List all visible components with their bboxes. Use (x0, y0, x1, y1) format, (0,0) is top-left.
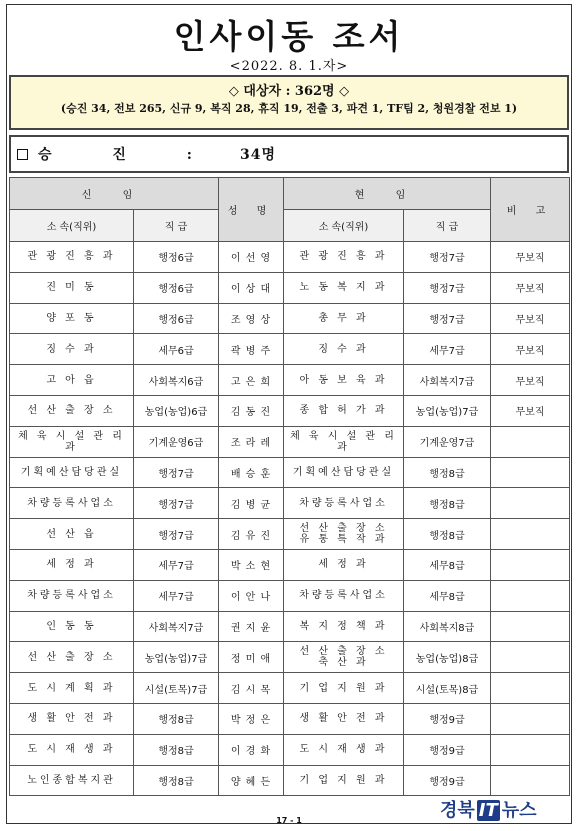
header-new-org: 소 속(직위) (10, 210, 134, 242)
note-cell (491, 519, 570, 550)
table-row (10, 580, 570, 611)
cur-org-cell: 총 무 과 (284, 303, 404, 334)
new-org-cell: 노인종합복지관 (10, 765, 134, 796)
new-grade-cell: 시설(토목)7급 (134, 673, 219, 704)
header-note: 비 고 (491, 178, 570, 242)
table-row (10, 303, 570, 334)
table-row (10, 242, 570, 273)
name-cell: 조 영 상 (219, 303, 284, 334)
new-org-cell: 기획예산담당관실 (10, 457, 134, 488)
cur-org-cell: 세 정 과 (284, 549, 404, 580)
cur-grade-cell: 세무7급 (404, 334, 491, 365)
logo-mid: IT (478, 800, 498, 821)
cur-grade-cell: 행정7급 (404, 272, 491, 303)
cur-org-cell: 차량등록사업소 (284, 580, 404, 611)
cur-org-cell: 도 시 재 생 과 (284, 734, 404, 765)
cur-grade-cell: 농업(농업)7급 (404, 395, 491, 426)
note-cell: 무보직 (491, 365, 570, 396)
new-grade-cell: 행정8급 (134, 734, 219, 765)
new-org-cell: 차량등록사업소 (10, 580, 134, 611)
cur-grade-cell: 사회복지7급 (404, 365, 491, 396)
new-grade-cell: 행정8급 (134, 703, 219, 734)
new-org-cell: 양 포 동 (10, 303, 134, 334)
cur-grade-cell: 농업(농업)8급 (404, 642, 491, 673)
note-cell: 무보직 (491, 303, 570, 334)
new-org-cell: 징 수 과 (10, 334, 134, 365)
new-grade-cell: 농업(농업)7급 (134, 642, 219, 673)
table-row (10, 365, 570, 396)
new-grade-cell: 행정8급 (134, 765, 219, 796)
new-grade-cell: 사회복지7급 (134, 611, 219, 642)
name-cell: 배 승 훈 (219, 457, 284, 488)
cur-grade-cell: 행정9급 (404, 734, 491, 765)
cur-org-cell: 기획예산담당관실 (284, 457, 404, 488)
table-row (10, 765, 570, 796)
table-row (10, 673, 570, 704)
table-row (10, 703, 570, 734)
table-row (10, 549, 570, 580)
cur-grade-cell: 시설(토목)8급 (404, 673, 491, 704)
cur-grade-cell: 기계운영7급 (404, 426, 491, 457)
table-row (10, 334, 570, 365)
header-cur-grade: 직 급 (404, 210, 491, 242)
cur-org-cell: 기 업 지 원 과 (284, 673, 404, 704)
header-new-grade: 직 급 (134, 210, 219, 242)
cur-org-cell: 기 업 지 원 과 (284, 765, 404, 796)
header-current: 현 임 (284, 178, 491, 210)
new-org-cell: 차량등록사업소 (10, 488, 134, 519)
new-grade-cell: 행정7급 (134, 457, 219, 488)
table-row (10, 642, 570, 673)
table-row (10, 734, 570, 765)
name-cell: 김 동 진 (219, 395, 284, 426)
section-count: 34명 (239, 147, 276, 163)
cur-org-cell: 차량등록사업소 (284, 488, 404, 519)
page-number: 17 - 1 (276, 816, 302, 825)
new-grade-cell: 행정6급 (134, 272, 219, 303)
note-cell (491, 549, 570, 580)
note-cell: 무보직 (491, 334, 570, 365)
table-row (10, 395, 570, 426)
cur-org-cell: 종 합 허 가 과 (284, 395, 404, 426)
new-org-cell: 진 미 동 (10, 272, 134, 303)
new-org-cell: 세 정 과 (10, 549, 134, 580)
name-cell: 이 선 영 (219, 242, 284, 273)
new-org-cell: 도 시 재 생 과 (10, 734, 134, 765)
document-date: <2022. 8. 1.자> (229, 59, 349, 74)
note-cell (491, 642, 570, 673)
section-label: 승 진 : (38, 147, 220, 163)
note-cell: 무보직 (491, 272, 570, 303)
table-row (10, 519, 570, 550)
note-cell (491, 611, 570, 642)
logo-right: 뉴스 (501, 800, 537, 821)
section-header (9, 135, 569, 173)
name-cell: 김 병 균 (219, 488, 284, 519)
name-cell: 이 경 화 (219, 734, 284, 765)
name-cell: 조 라 레 (219, 426, 284, 457)
note-cell (491, 426, 570, 457)
new-org-cell: 고 아 읍 (10, 365, 134, 396)
new-org-cell: 선 산 출 장 소 (10, 642, 134, 673)
cur-org-cell: 생 활 안 전 과 (284, 703, 404, 734)
new-grade-cell: 행정6급 (134, 242, 219, 273)
new-grade-cell: 행정7급 (134, 488, 219, 519)
cur-org-cell: 선 산 출 장 소 축 산 과 (284, 642, 404, 673)
name-cell: 정 미 애 (219, 642, 284, 673)
header-new: 신 임 (10, 178, 219, 210)
new-grade-cell: 세무6급 (134, 334, 219, 365)
new-org-cell: 도 시 계 획 과 (10, 673, 134, 704)
new-grade-cell: 세무7급 (134, 549, 219, 580)
name-cell: 권 지 윤 (219, 611, 284, 642)
cur-grade-cell: 사회복지8급 (404, 611, 491, 642)
name-cell: 이 안 나 (219, 580, 284, 611)
new-org-cell: 선 산 출 장 소 (10, 395, 134, 426)
note-cell (491, 765, 570, 796)
note-cell (491, 673, 570, 704)
summary-detail: (승진 34, 전보 265, 신규 9, 복직 28, 휴직 19, 전출 3, 파견 1, TF팀 2, 청원경찰 전보 1) (60, 102, 518, 115)
new-grade-cell: 기계운영6급 (134, 426, 219, 457)
name-cell: 박 소 현 (219, 549, 284, 580)
name-cell: 곽 병 주 (219, 334, 284, 365)
table-row (10, 457, 570, 488)
cur-org-cell: 복 지 정 책 과 (284, 611, 404, 642)
cur-org-cell: 노 동 복 지 과 (284, 272, 404, 303)
logo-left: 경북 (440, 800, 475, 821)
new-grade-cell: 농업(농업)6급 (134, 395, 219, 426)
cur-org-cell: 징 수 과 (284, 334, 404, 365)
note-cell: 무보직 (491, 395, 570, 426)
cur-org-cell: 관 광 진 흥 과 (284, 242, 404, 273)
table-row (10, 426, 570, 457)
new-org-cell: 체 육 시 설 관 리 과 (10, 426, 134, 457)
table-row (10, 272, 570, 303)
name-cell: 이 상 대 (219, 272, 284, 303)
name-cell: 양 혜 든 (219, 765, 284, 796)
note-cell (491, 457, 570, 488)
news-logo (440, 796, 537, 822)
cur-grade-cell: 세무8급 (404, 549, 491, 580)
cur-grade-cell: 행정7급 (404, 303, 491, 334)
cur-grade-cell: 행정7급 (404, 242, 491, 273)
table-row (10, 611, 570, 642)
new-org-cell: 인 동 동 (10, 611, 134, 642)
name-cell: 박 정 은 (219, 703, 284, 734)
cur-grade-cell: 세무8급 (404, 580, 491, 611)
summary-box (9, 75, 569, 130)
cur-grade-cell: 행정8급 (404, 519, 491, 550)
note-cell (491, 580, 570, 611)
summary-head: ◇ 대상자 : 362명 ◇ (228, 84, 350, 99)
new-org-cell: 생 활 안 전 과 (10, 703, 134, 734)
table-body (10, 242, 570, 796)
new-grade-cell: 행정7급 (134, 519, 219, 550)
note-cell (491, 734, 570, 765)
header-name: 성 명 (219, 178, 284, 242)
cur-org-cell: 선 산 출 장 소 유 통 특 작 과 (284, 519, 404, 550)
document-page (6, 4, 572, 824)
new-org-cell: 관 광 진 흥 과 (10, 242, 134, 273)
name-cell: 고 은 희 (219, 365, 284, 396)
cur-grade-cell: 행정8급 (404, 488, 491, 519)
new-grade-cell: 행정6급 (134, 303, 219, 334)
note-cell (491, 488, 570, 519)
new-org-cell: 선 산 읍 (10, 519, 134, 550)
document-title: 인사이동 조서 (173, 17, 405, 56)
name-cell: 김 유 진 (219, 519, 284, 550)
cur-org-cell: 체 육 시 설 관 리 과 (284, 426, 404, 457)
new-grade-cell: 세무7급 (134, 580, 219, 611)
note-cell (491, 703, 570, 734)
cur-grade-cell: 행정9급 (404, 765, 491, 796)
table-row (10, 488, 570, 519)
header-cur-org: 소 속(직위) (284, 210, 404, 242)
checkbox-square-icon (17, 149, 28, 160)
cur-grade-cell: 행정8급 (404, 457, 491, 488)
name-cell: 김 시 목 (219, 673, 284, 704)
personnel-table (9, 177, 570, 796)
note-cell: 무보직 (491, 242, 570, 273)
cur-grade-cell: 행정9급 (404, 703, 491, 734)
cur-org-cell: 아 동 보 육 과 (284, 365, 404, 396)
new-grade-cell: 사회복지6급 (134, 365, 219, 396)
